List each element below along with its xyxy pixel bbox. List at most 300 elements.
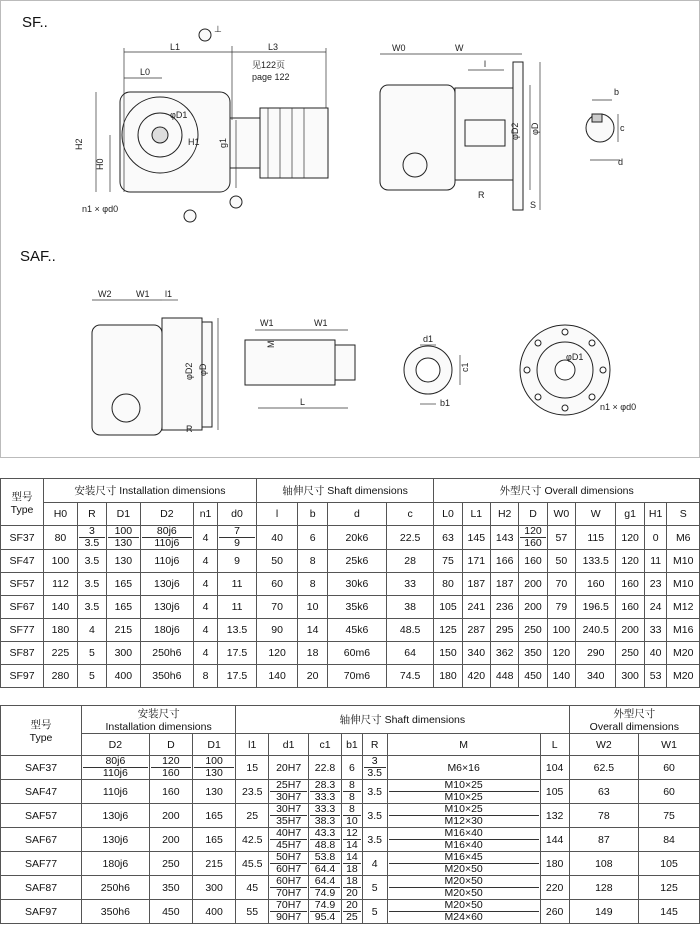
cell-d2: 250h6 — [140, 642, 193, 665]
cell-w1: 75 — [639, 804, 700, 828]
cell-d1-line-1: 100 — [194, 756, 234, 768]
cell-b1: 6 — [342, 756, 363, 780]
cell-w2: 78 — [569, 804, 638, 828]
table-row — [1, 804, 700, 828]
saf-front-view — [92, 289, 218, 435]
cell-b1 — [342, 780, 363, 804]
cell-d1-line-2: 70H7 — [276, 887, 302, 899]
cell-w0: 120 — [547, 642, 575, 665]
shaft-group-header: 轴伸尺寸 Shaft dimensions — [256, 479, 433, 503]
sf-label-n1d0: n1 × φd0 — [82, 204, 119, 214]
cell-d2: 350h6 — [140, 665, 193, 688]
column-header-d1: d1 — [269, 734, 309, 756]
cell-w2: 108 — [569, 852, 638, 876]
cell-c1-line-2: 95.4 — [314, 911, 336, 923]
cell-d2: 130j6 — [82, 828, 150, 852]
sf-section-title: SF.. — [22, 14, 48, 31]
column-header-l1: l1 — [236, 734, 269, 756]
column-header-b: b — [298, 503, 328, 526]
type-header — [1, 479, 44, 526]
cell-d1-line-1: 40H7 — [270, 828, 307, 840]
cell-m-line-1: M16×45 — [389, 852, 539, 864]
column-header-c1: c1 — [308, 734, 341, 756]
cell-h1: 33 — [644, 619, 667, 642]
cell-w1: 84 — [639, 828, 700, 852]
cell-d1: 130 — [192, 780, 235, 804]
column-header-h1: H1 — [644, 503, 667, 526]
cell-b1-line-2: 8 — [348, 791, 355, 803]
cell-r — [77, 526, 106, 550]
cell-n1: 4 — [193, 573, 217, 596]
type-header-cn: 型号 — [30, 719, 52, 731]
cell-w1: 60 — [639, 756, 700, 780]
sf-label-d: φD — [530, 122, 540, 135]
cell-b1-line-1: 18 — [343, 876, 361, 888]
cell-c: 28 — [386, 550, 433, 573]
sf-label-d2: φD2 — [510, 122, 520, 140]
saf-label-b1: b1 — [440, 398, 451, 408]
cell-r: 3.5 — [77, 550, 106, 573]
cell-r: 3.5 — [362, 828, 387, 852]
cell-c: 48.5 — [386, 619, 433, 642]
cell-r: 5 — [362, 900, 387, 924]
saf-label-d2: φD2 — [184, 362, 194, 380]
column-header-s: S — [667, 503, 700, 526]
cell-m-line-1: M20×50 — [389, 876, 539, 888]
cell-d1-line-1: 100 — [108, 526, 139, 538]
sf-label-dd: d — [618, 157, 624, 167]
cell-m-line-2: M16×40 — [444, 839, 483, 851]
cell-m-line-1: M20×50 — [389, 900, 539, 912]
cell-b: 20 — [298, 665, 328, 688]
cell-d0-line-2: 9 — [234, 537, 240, 549]
svg-text:⊥: ⊥ — [214, 24, 222, 34]
cell-m — [387, 900, 540, 924]
cell-h0: 280 — [44, 665, 78, 688]
cell-l1: 25 — [236, 804, 269, 828]
column-header-d: D — [149, 734, 192, 756]
cell-d1-line-1: 60H7 — [270, 876, 307, 888]
cell-d2-line-2: 110j6 — [154, 537, 180, 549]
cell-c: 64 — [386, 642, 433, 665]
cell-d-line-2: 160 — [524, 537, 542, 549]
cell-d2: 130j6 — [82, 804, 150, 828]
saf-label-d: φD — [198, 363, 208, 376]
cell-b: 8 — [298, 573, 328, 596]
oil-drain-icon — [184, 210, 196, 222]
cell-w: 160 — [576, 573, 616, 596]
cell-n1: 4 — [193, 619, 217, 642]
cell-d2: 180j6 — [82, 852, 150, 876]
cell-m-line-2: M12×30 — [444, 815, 483, 827]
cell-d2: 180j6 — [140, 619, 193, 642]
cell-l1: 145 — [462, 526, 490, 550]
column-header-r: R — [77, 503, 106, 526]
cell-n1: 8 — [193, 665, 217, 688]
cell-c1-line-2: 38.3 — [314, 815, 336, 827]
cell-h1: 40 — [644, 642, 667, 665]
sf-label-page-en: page 122 — [252, 72, 290, 82]
type-cell: SAF87 — [1, 876, 82, 900]
type-cell: SAF77 — [1, 852, 82, 876]
cell-d2: 130j6 — [140, 596, 193, 619]
sf-label-l0: L0 — [140, 67, 151, 77]
technical-drawing-panel — [0, 0, 700, 458]
sf-label-l1: L1 — [170, 42, 181, 52]
table-row — [1, 642, 700, 665]
column-header-d0: d0 — [218, 503, 257, 526]
cell-d1: 400 — [192, 900, 235, 924]
cell-h1: 23 — [644, 573, 667, 596]
cell-d0: 11 — [218, 573, 257, 596]
cell-d2-line-2: 110j6 — [102, 767, 128, 779]
cell-b: 10 — [298, 596, 328, 619]
saf-section-title: SAF.. — [20, 248, 56, 265]
sf-label-page-cn: 见122页 — [252, 60, 286, 70]
sf-label-g1: g1 — [218, 137, 228, 148]
cell-d1 — [269, 828, 309, 852]
sf-front-view — [74, 24, 328, 222]
cell-n1: 4 — [193, 526, 217, 550]
cell-d: 35k6 — [327, 596, 386, 619]
cell-l1: 23.5 — [236, 780, 269, 804]
cell-d: 30k6 — [327, 573, 386, 596]
cell-l: 105 — [540, 780, 569, 804]
cell-c: 22.5 — [386, 526, 433, 550]
column-header-b1: b1 — [342, 734, 363, 756]
cell-b1-line-1: 12 — [343, 828, 361, 840]
table-row — [1, 526, 700, 550]
table-row — [1, 665, 700, 688]
cell-w2: 128 — [569, 876, 638, 900]
cell-w1: 105 — [639, 852, 700, 876]
cell-d-line-1: 120 — [151, 756, 191, 768]
cell-l: 140 — [256, 665, 297, 688]
sf-dimensions-table — [0, 478, 700, 688]
cell-d: 250 — [149, 852, 192, 876]
column-header-w2: W2 — [569, 734, 638, 756]
column-header-d2: D2 — [140, 503, 193, 526]
cell-c1 — [308, 900, 341, 924]
cell-n1: 4 — [193, 642, 217, 665]
cell-d2: 250h6 — [82, 876, 150, 900]
cell-d: 200 — [519, 596, 547, 619]
type-cell: SF47 — [1, 550, 44, 573]
cell-b1-line-2: 25 — [346, 911, 358, 923]
column-header-d1: D1 — [192, 734, 235, 756]
table-row — [1, 619, 700, 642]
cell-d: 160 — [519, 550, 547, 573]
cell-l: 90 — [256, 619, 297, 642]
cell-b1-line-1: 8 — [343, 804, 361, 816]
cell-h0: 80 — [44, 526, 78, 550]
cell-m — [387, 876, 540, 900]
type-cell: SF57 — [1, 573, 44, 596]
cell-d: 350 — [149, 876, 192, 900]
cell-d1-line-1: 70H7 — [270, 900, 307, 912]
cell-d: 250 — [519, 619, 547, 642]
table-row — [1, 756, 700, 780]
cell-c1-line-1: 43.3 — [310, 828, 340, 840]
cell-d1: 165 — [192, 828, 235, 852]
cell-b1-line-1: 14 — [343, 852, 361, 864]
type-cell: SF67 — [1, 596, 44, 619]
cell-w: 115 — [576, 526, 616, 550]
cell-d2: 110j6 — [140, 550, 193, 573]
cell-r: 3.5 — [362, 780, 387, 804]
saf-flange-view — [520, 325, 636, 415]
cell-w0: 70 — [547, 573, 575, 596]
cell-w2: 149 — [569, 900, 638, 924]
cell-l: 120 — [256, 642, 297, 665]
table-row — [1, 573, 700, 596]
cell-w0: 50 — [547, 550, 575, 573]
sf-label-c: c — [620, 123, 625, 133]
installation-group-header: 安装尺寸 Installation dimensions — [44, 479, 257, 503]
cell-c1-line-1: 53.8 — [310, 852, 340, 864]
type-cell: SAF37 — [1, 756, 82, 780]
oil-level-icon — [230, 196, 242, 208]
cell-l: 132 — [540, 804, 569, 828]
table-row — [1, 596, 700, 619]
cell-c: 38 — [386, 596, 433, 619]
cell-d0: 9 — [218, 550, 257, 573]
cell-c1-line-2: 33.3 — [314, 791, 336, 803]
cell-r-line-2: 3.5 — [84, 537, 100, 549]
cell-h2: 362 — [490, 642, 518, 665]
sf-label-h1: H1 — [188, 137, 200, 147]
cell-d1 — [106, 526, 140, 550]
sf-label-b: b — [614, 87, 620, 97]
cell-d1 — [269, 900, 309, 924]
cell-d1: 165 — [106, 573, 140, 596]
cell-d1 — [269, 804, 309, 828]
cell-h0: 180 — [44, 619, 78, 642]
cell-d — [149, 756, 192, 780]
cell-c: 74.5 — [386, 665, 433, 688]
column-header-d: d — [327, 503, 386, 526]
cell-b1 — [342, 852, 363, 876]
type-header-en: Type — [29, 732, 53, 744]
cell-d1 — [269, 852, 309, 876]
cell-b1-line-2: 20 — [346, 887, 358, 899]
cell-w: 133.5 — [576, 550, 616, 573]
cell-d: 450 — [519, 665, 547, 688]
sf-label-l: l — [484, 59, 486, 69]
sf-label-d1: φD1 — [170, 110, 188, 120]
type-cell: SF77 — [1, 619, 44, 642]
cell-c: 33 — [386, 573, 433, 596]
column-header-d: D — [519, 503, 547, 526]
cell-s: M6 — [667, 526, 700, 550]
type-cell: SAF47 — [1, 780, 82, 804]
cell-l1: 187 — [462, 573, 490, 596]
cell-c1 — [308, 828, 341, 852]
cell-l: 60 — [256, 573, 297, 596]
type-cell: SAF97 — [1, 900, 82, 924]
table-row — [1, 852, 700, 876]
cell-d: 70m6 — [327, 665, 386, 688]
cell-l: 50 — [256, 550, 297, 573]
cell-h2: 143 — [490, 526, 518, 550]
cell-s: M10 — [667, 573, 700, 596]
cell-c1-line-2: 74.9 — [314, 887, 336, 899]
cell-n1: 4 — [193, 550, 217, 573]
cell-h0: 100 — [44, 550, 78, 573]
cell-w: 340 — [576, 665, 616, 688]
cell-d: 45k6 — [327, 619, 386, 642]
cell-d0: 17.5 — [218, 665, 257, 688]
column-header-c: c — [386, 503, 433, 526]
cell-m-line-2: M10×25 — [444, 791, 483, 803]
saf-bore-view — [404, 334, 470, 408]
cell-h0: 140 — [44, 596, 78, 619]
column-header-d2: D2 — [82, 734, 150, 756]
saf-label-w1b: W1 — [314, 318, 328, 328]
cell-r: 5 — [77, 642, 106, 665]
cell-r: 5 — [362, 876, 387, 900]
cell-b1 — [342, 804, 363, 828]
cell-l1: 171 — [462, 550, 490, 573]
cell-w1: 145 — [639, 900, 700, 924]
cell-d1: 300 — [192, 876, 235, 900]
cell-d1: 215 — [192, 852, 235, 876]
type-cell: SF97 — [1, 665, 44, 688]
cell-l0: 125 — [434, 619, 462, 642]
column-header-w1: W1 — [639, 734, 700, 756]
cell-l: 70 — [256, 596, 297, 619]
cell-c1-line-2: 64.4 — [314, 863, 336, 875]
cell-g1: 120 — [616, 526, 644, 550]
cell-l: 40 — [256, 526, 297, 550]
cell-m — [387, 852, 540, 876]
cell-m-line-1: M16×40 — [389, 828, 539, 840]
cell-g1: 300 — [616, 665, 644, 688]
type-cell: SF87 — [1, 642, 44, 665]
saf-label-m: M — [266, 340, 276, 348]
sf-label-h2: H2 — [74, 138, 84, 150]
cell-r: 4 — [77, 619, 106, 642]
cell-l0: 80 — [434, 573, 462, 596]
cell-l1: 241 — [462, 596, 490, 619]
cell-l1: 420 — [462, 665, 490, 688]
cell-d1: 165 — [192, 804, 235, 828]
type-cell: SF37 — [1, 526, 44, 550]
cell-l: 220 — [540, 876, 569, 900]
cell-n1: 4 — [193, 596, 217, 619]
technical-drawings — [0, 0, 700, 458]
overall-group-header-cn: 外型尺寸 — [613, 708, 656, 720]
saf-shaft-section — [245, 318, 355, 408]
saf-label-l1: l1 — [165, 289, 173, 299]
cell-s: M10 — [667, 550, 700, 573]
column-header-n1: n1 — [193, 503, 217, 526]
cell-d — [519, 526, 547, 550]
overall-group-header — [569, 706, 699, 734]
saf-label-w1: W1 — [136, 289, 150, 299]
cell-w0: 57 — [547, 526, 575, 550]
column-header-w0: W0 — [547, 503, 575, 526]
cell-b: 14 — [298, 619, 328, 642]
cell-l0: 105 — [434, 596, 462, 619]
shaft-group-header: 轴伸尺寸 Shaft dimensions — [236, 706, 569, 734]
sf-label-l3: L3 — [268, 42, 279, 52]
cell-h2: 448 — [490, 665, 518, 688]
cell-d1: 20H7 — [269, 756, 309, 780]
cell-w0: 100 — [547, 619, 575, 642]
cell-m: M6×16 — [387, 756, 540, 780]
cell-g1: 120 — [616, 550, 644, 573]
cell-l1: 45.5 — [236, 852, 269, 876]
sf-label-w: W — [455, 43, 464, 53]
cell-b1-line-2: 18 — [346, 863, 358, 875]
cell-r — [362, 756, 387, 780]
cell-c1-line-1: 74.9 — [310, 900, 340, 912]
saf-label-w2: W2 — [98, 289, 112, 299]
saf-label-w1a: W1 — [260, 318, 274, 328]
cell-d1-line-2: 60H7 — [276, 863, 302, 875]
cell-m — [387, 780, 540, 804]
cell-d2 — [140, 526, 193, 550]
cell-b: 8 — [298, 550, 328, 573]
cell-r-line-1: 3 — [79, 526, 105, 538]
cell-c1: 22.8 — [308, 756, 341, 780]
cell-c1-line-1: 64.4 — [310, 876, 340, 888]
cell-c1 — [308, 780, 341, 804]
cell-r: 3.5 — [77, 573, 106, 596]
column-header-r: R — [362, 734, 387, 756]
cell-w2: 63 — [569, 780, 638, 804]
cell-r-line-1: 3 — [364, 756, 386, 768]
column-header-h0: H0 — [44, 503, 78, 526]
cell-m-line-2: M24×60 — [444, 911, 483, 923]
cell-d2: 350h6 — [82, 900, 150, 924]
cell-d1 — [192, 756, 235, 780]
cell-d0: 17.5 — [218, 642, 257, 665]
cell-m — [387, 828, 540, 852]
type-header — [1, 706, 82, 756]
cell-w2: 62.5 — [569, 756, 638, 780]
sf-label-r: R — [478, 190, 485, 200]
cell-d1-line-1: 30H7 — [270, 804, 307, 816]
cell-b: 6 — [298, 526, 328, 550]
cell-w: 196.5 — [576, 596, 616, 619]
saf-label-dd1: d1 — [423, 334, 434, 344]
cell-s: M20 — [667, 642, 700, 665]
table-row — [1, 550, 700, 573]
cell-h2: 295 — [490, 619, 518, 642]
cell-d: 350 — [519, 642, 547, 665]
cell-l0: 150 — [434, 642, 462, 665]
cell-d1-line-2: 30H7 — [276, 791, 302, 803]
column-header-l1: L1 — [462, 503, 490, 526]
overall-group-header: 外型尺寸 Overall dimensions — [434, 479, 700, 503]
overall-group-header-en: Overall dimensions — [589, 721, 679, 733]
cell-g1: 250 — [616, 642, 644, 665]
cell-g1: 200 — [616, 619, 644, 642]
table-row — [1, 780, 700, 804]
saf-label-d1: φD1 — [566, 352, 584, 362]
cell-r: 5 — [77, 665, 106, 688]
cell-d1-line-1: 25H7 — [270, 780, 307, 792]
cell-m-line-1: M10×25 — [389, 780, 539, 792]
cell-b1 — [342, 828, 363, 852]
cell-d1-line-1: 50H7 — [270, 852, 307, 864]
cell-d0: 11 — [218, 596, 257, 619]
cell-h0: 225 — [44, 642, 78, 665]
cell-m — [387, 804, 540, 828]
cell-d1-line-2: 35H7 — [276, 815, 302, 827]
